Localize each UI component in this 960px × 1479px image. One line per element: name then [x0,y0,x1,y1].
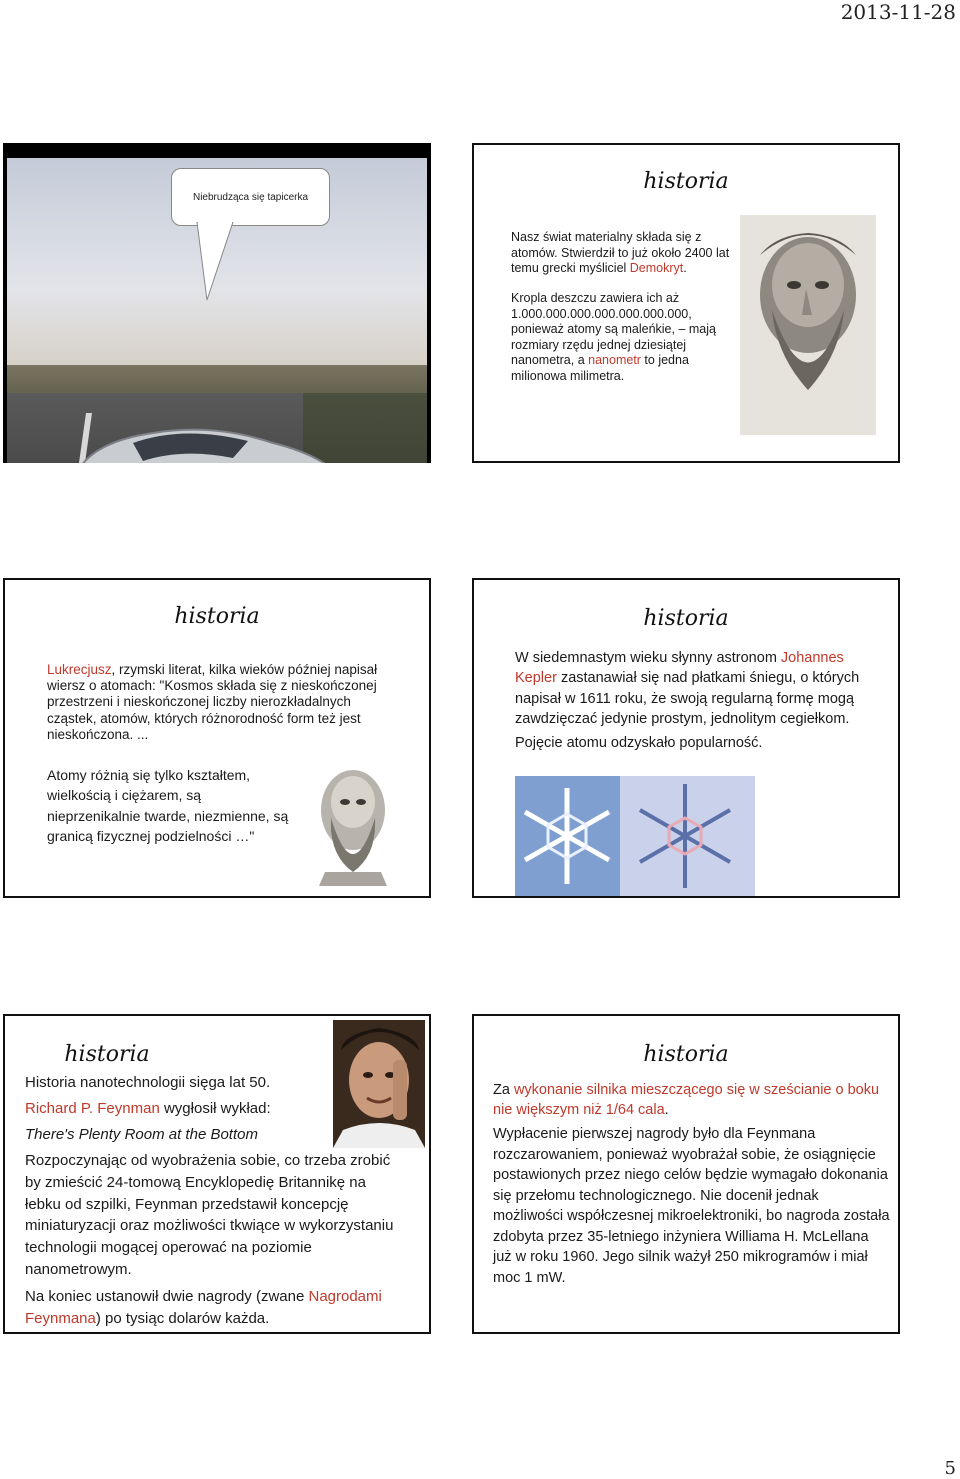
paragraph-encyclopedia: Rozpoczynając od wyobrażenia sobie, co trzeba zrobić by zmieścić 24-tomową Encyklopedię Britannikę na łebku od szpilki, Feynman przedstawił koncepcję miniaturyzacji oraz możliwości tkwiące w wykorzystaniu technologii mogącej operować na poziomie nanometrowym. [25,1152,394,1278]
democritus-bust-image [740,215,876,435]
slide-2-democritus [472,143,900,463]
paragraph-mclellan: Wypłacenie pierwszej nagrody było dla Feynmana rozczarowaniem, ponieważ wyobrażał sobie, że osiągnięcie postawionych przez niego celów będzie wymagało dokonania się przełomu technologicznego. Nie docenił jednak możliwości współczesnej mikroelektroniki, bo nagroda została zdobyta przez 35-letniego inżyniera Williama H. McLellana już w roku 1960. Jego silnik ważył 250 mikrogramów i miał moc 1 mW. [493,1126,890,1287]
text: Za [493,1082,514,1098]
text: to jedna milionowa milimetra. [511,353,689,383]
paragraph-lucretius [47,662,387,743]
text: wygłosił wykład: [159,1100,271,1117]
text: W siedemnastym wieku słynny astronom [515,650,781,666]
paragraph-popularity: Pojęcie atomu odzyskało popularność. [515,735,763,752]
feynman-link[interactable]: Richard P. Feynman [25,1100,160,1117]
slide-6-feynman-prize [472,1014,900,1334]
motor-task-link[interactable]: wykonanie silnika mieszczącego się w sześcianie o boku nie większym niż 1/64 cala [493,1082,880,1119]
slide-title: historia [643,1042,729,1067]
paragraph-democritus [511,230,731,277]
text: zastanawiał się nad płatkami śniegu, o których napisał w 1611 roku, że swoją regularną formę mogą zawdzięczać jedynie prostym, jednolitym cegiełkom. [515,670,860,727]
slide-title: historia [174,604,260,629]
paragraph-kepler [515,648,875,729]
snowflakes-image [515,776,755,896]
text: . [683,261,687,276]
slide-4-kepler [472,578,900,898]
lecture-title: There's Plenty Room at the Bottom [25,1126,258,1143]
democritus-link[interactable]: Demokryt [629,261,684,276]
slide-body [511,230,731,385]
nanometer-link[interactable]: nanometr [588,353,641,368]
upholstery-callout: Niebrudząca się tapicerka [171,168,330,226]
lucretius-link[interactable]: Lukrecjusz [47,662,112,677]
text: Kropla deszczu zawiera ich aż 1.000.000.000.000.000.000.000, ponieważ atomy są maleńkie, – mają rozmiary rzędu jednej dziesiątej nanometra, a [511,290,716,368]
text: . [664,1102,669,1119]
slide-title: historia [643,606,729,631]
feynman-portrait-image [333,1020,425,1148]
slide-5-feynman [3,1014,431,1334]
text: , rzymski literat, kilka wieków później napisał wiersz o atomach: "Kosmos składa się z nieskończonej przestrzeni i nieskończonej liczby nierozkładalnych cząstek, atomów, których różnorodność form też jest nieskończona. ... [47,662,378,742]
paragraph-prizes [25,1286,415,1330]
text: ) po tysiąc dolarów każda. [95,1309,270,1327]
page-number: 5 [944,1458,956,1479]
slide-body [515,648,875,753]
epicurus-bust-image [305,760,401,888]
car-image [63,403,353,463]
callout-pointer [195,222,235,302]
paragraph-lecture [25,1098,271,1120]
paragraph-motor-task [493,1080,891,1121]
text: Nasz świat materialny składa się z atomów. Stwierdził to już około 2400 lat temu grecki myśliciel [511,230,730,276]
slide-3-lucretius [3,578,431,898]
slide-title: historia [64,1042,150,1067]
slide-title: historia [643,169,729,194]
feynman-prizes-link[interactable]: Nagrodami Feynmana [25,1288,382,1327]
text: Na koniec ustanowił dwie nagrody (zwane [25,1288,309,1305]
paragraph-atoms: Atomy różnią się tylko kształtem, wielkością i ciężarem, są nieprzenikalnie twarde, niezmienne, są granicą fizycznej podzielności …" [47,767,289,844]
kepler-link[interactable]: Johannes Kepler [515,650,844,687]
paragraph-raindrop [511,291,731,385]
paragraph-history: Historia nanotechnologii sięga lat 50. [25,1074,271,1091]
print-date: 2013-11-28 [840,0,956,24]
